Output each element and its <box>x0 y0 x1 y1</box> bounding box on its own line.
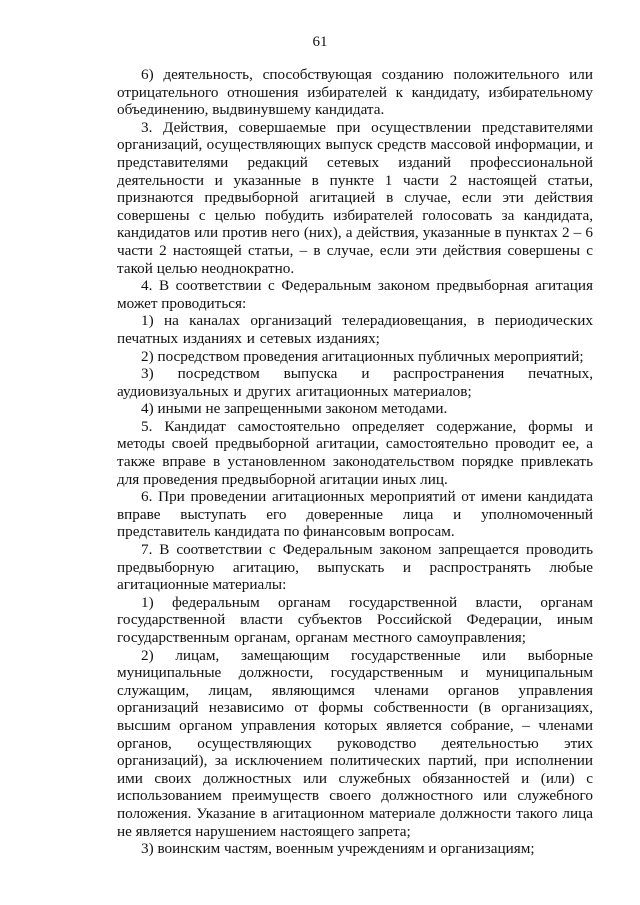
paragraph-7-item-2: 2) лицам, замещающим государственные или выборные муниципальные должности, государственным и муниципальным служащим, лицам, являющимся членами органов управления организаций независимо от формы собственности (в организациях, высшим органом управления которых является собрание, – членами органов, осуществляющих руководство деятельностью этих организаций), за исключением политических партий, при исполнении ими своих должностных или служебных обязанностей и (или) с использованием преимуществ своего должностного или служебного положения. Указание в агитационном материале должности такого лица не является нарушением настоящего запрета; <box>117 646 593 840</box>
paragraph-3-actions: 3. Действия, совершаемые при осуществлении представителями организаций, осуществляющих выпуск средств массовой информации, и представителями редакций сетевых изданий профессиональной деятельности и указанные в пункте 1 части 2 настоящей статьи, признаются предвыборной агитацией в случае, если эти действия совершены с целью побудить избирателей голосовать за кандидата, кандидатов или против него (них), а действия, указанные в пунктах 2 – 6 части 2 настоящей статьи, – в случае, если эти действия совершены с такой целью неоднократно. <box>117 118 593 277</box>
paragraph-7-prohibitions: 7. В соответствии с Федеральным законом запрещается проводить предвыборную агитацию, выпускать и распространять любые агитационные материалы: <box>117 541 593 594</box>
paragraph-4-item-1: 1) на каналах организаций телерадиовещания, в периодических печатных изданиях и сетевых изданиях; <box>117 312 593 347</box>
paragraph-7-item-3: 3) воинским частям, военным учреждениям и организациям; <box>141 840 535 858</box>
paragraph-6-proxies: 6. При проведении агитационных мероприятий от имени кандидата вправе выступать его доверенные лица и уполномоченный представитель кандидата по финансовым вопросам. <box>117 488 593 541</box>
page-number: 61 <box>312 34 328 50</box>
paragraph-4-item-4: 4) иными не запрещенными законом методами. <box>141 400 448 418</box>
paragraph-5-candidate: 5. Кандидат самостоятельно определяет содержание, формы и методы своей предвыборной агитации, самостоятельно проводит ее, а также вправе в установленном законодательством порядке привлекать для проведения предвыборной агитации иных лиц. <box>117 417 593 488</box>
paragraph-4-agitation-methods: 4. В соответствии с Федеральным законом предвыборная агитация может проводиться: <box>117 277 593 312</box>
paragraph-4-item-3: 3) посредством выпуска и распространения печатных, аудиовизуальных и других агитационных материалов; <box>117 365 593 400</box>
paragraph-7-item-1: 1) федеральным органам государственной власти, органам государственной власти субъектов Российской Федерации, иным государственным органам, органам местного самоуправления; <box>117 593 593 646</box>
paragraph-item-6-activity: 6) деятельность, способствующая созданию положительного или отрицательного отношения избирателей к кандидату, избирательному объединению, выдвинувшему кандидата. <box>117 66 593 119</box>
paragraph-4-item-2: 2) посредством проведения агитационных публичных мероприятий; <box>141 347 584 365</box>
document-body <box>117 66 593 858</box>
